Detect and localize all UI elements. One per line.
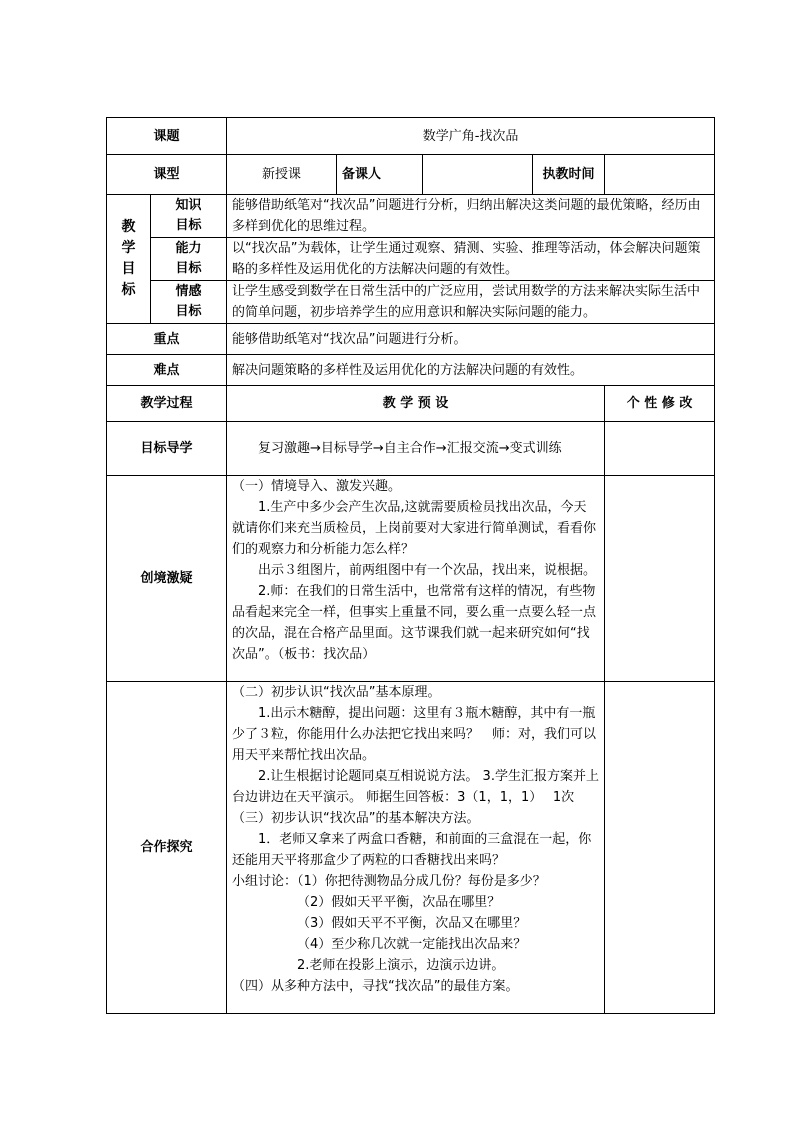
scenario-line: （一）情境导入、激发兴趣。 [232,479,402,494]
preparer-label: 备课人 [337,155,423,195]
cooperate-line: 1.出示木糖醇，提出问题：这里有３瓶木糖醇，其中有一瓶少了３粒，你能用什么办法把它找出来吗？ 师：对，我们可以用天平来帮忙找出次品。 [232,706,597,763]
knowledge-objective-label: 知识 目标 [151,195,227,238]
scenario-line: 1.生产中多少会产生次品,这就需要质检员找出次品，今天就请你们来充当质检员，上岗前要对大家进行简单测试，看看你们的观察力和分析能力怎么样？ [232,500,597,557]
cooperate-modify-cell [605,682,715,1014]
emotion-objective-text: 让学生感受到数学在日常生活中的广泛应用，尝试用数学的方法来解决实际生活中的简单问题，初步培养学生的应用意识和解决实际问题的能力。 [227,281,715,324]
guide-text: 复习激趣→目标导学→自主合作→汇报交流→变式训练 [258,441,562,456]
cooperate-line: 2.老师在投影上演示，边演示边讲。 [297,958,505,973]
cooperate-content [227,682,605,1014]
process-header: 教学过程 [107,386,227,422]
guide-modify-cell [605,422,715,476]
scenario-content [227,476,605,682]
ability-objective-text: 以“找次品”为载体，让学生通过观察、猜测、实验、推理等活动，体会解决问题策略的多样性及运用优化的方法解决问题的有效性。 [227,238,715,281]
topic-value: 数学广角-找次品 [227,118,715,155]
ability-objective-label: 能力 目标 [151,238,227,281]
scenario-modify-cell [605,476,715,682]
cooperate-line: （2）假如天平平衡，次品在哪里？ [297,895,501,910]
preset-header: 教 学 预 设 [227,386,605,422]
difficulty-text: 解决问题策略的多样性及运用优化的方法解决问题的有效性。 [227,355,715,386]
emotion-objective-label: 情感 目标 [151,281,227,324]
preparer-value [423,155,533,195]
objectives-side-label: 教 学 目 标 [107,195,151,324]
knowledge-objective-text: 能够借助纸笔对“找次品”问题进行分析，归纳出解决这类问题的最优策略，经历由多样到优化的思维过程。 [227,195,715,238]
cooperate-line: （三）初步认识“找次品”的基本解决方法。 [232,811,480,826]
guide-cell [227,422,605,476]
time-value [605,155,715,195]
key-point-text: 能够借助纸笔对“找次品”问题进行分析。 [227,324,715,355]
time-label: 执教时间 [533,155,605,195]
scenario-line: 出示３组图片，前两组图中有一个次品，找出来，说根据。 [258,563,597,578]
scenario-line: 2.师：在我们的日常生活中，也常常有这样的情况，有些物品看起来完全一样，但事实上重量不同，要么重一点要么轻一点的次品，混在合格产品里面。这节课我们就一起来研究如何“找次品”。（板书：找次品） [232,584,597,662]
cooperate-label: 合作探究 [107,682,227,1014]
scenario-label: 创境激疑 [107,476,227,682]
type-value: 新授课 [227,155,337,195]
cooperate-line: （4）至少称几次就一定能找出次品来？ [297,937,527,952]
topic-label: 课题 [107,118,227,155]
guide-label: 目标导学 [107,422,227,476]
cooperate-line: 2.让生根据讨论题同桌互相说说方法。 3.学生汇报方案并上台边讲边在天平演示。 师据生回答板：3（1，1，1） 1次 [232,769,599,805]
key-point-label: 重点 [107,324,227,355]
cooperate-line: （二）初步认识“找次品”基本原理。 [232,685,441,700]
type-label: 课型 [107,155,227,195]
lesson-plan-table [106,117,715,1014]
difficulty-label: 难点 [107,355,227,386]
cooperate-line: （3）假如天平不平衡，次品又在哪里？ [297,916,527,931]
cooperate-line: 小组讨论：（1）你把待测物品分成几份？每份是多少？ [232,874,546,889]
cooperate-line: （四）从多种方法中，寻找“找次品”的最佳方案。 [232,979,519,994]
cooperate-line: 1．老师又拿来了两盒口香糖，和前面的三盒混在一起，你还能用天平将那盒少了两粒的口香糖找出来吗？ [232,832,592,868]
modify-header: 个 性 修 改 [605,386,715,422]
